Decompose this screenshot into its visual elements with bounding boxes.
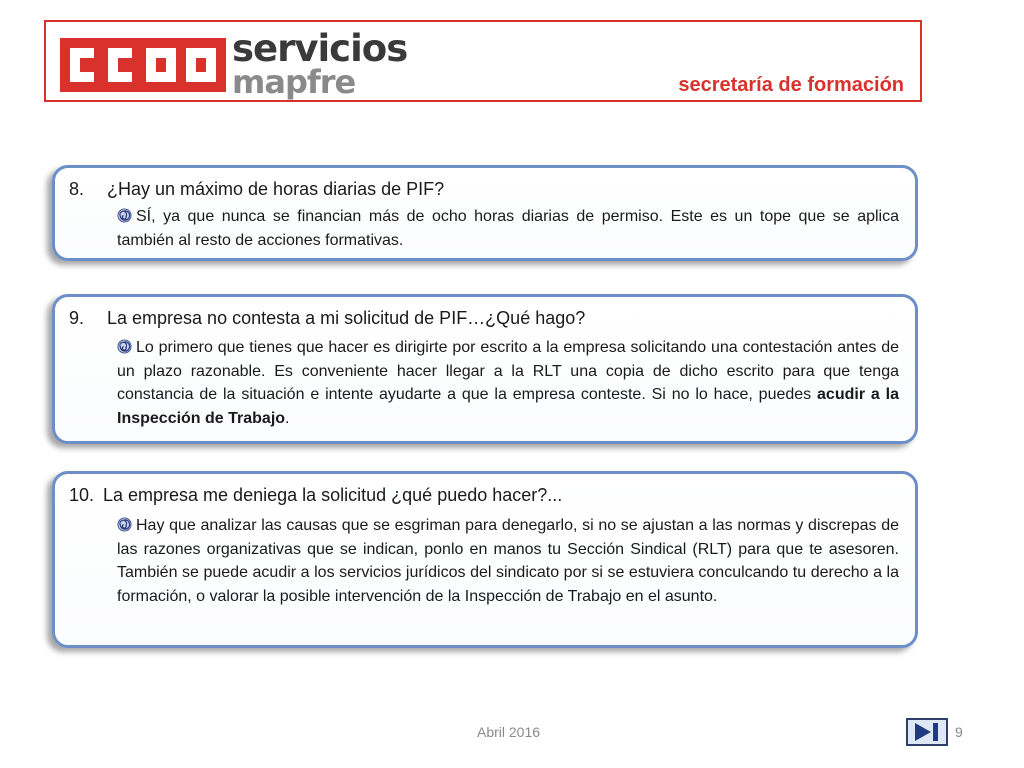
faq-answer-emphasis: acudir a la Inspección de Trabajo — [117, 386, 900, 427]
faq-question — [69, 307, 901, 329]
faq-number: 9. — [69, 308, 85, 328]
brand-mapfre: mapfre — [232, 63, 356, 101]
header-banner — [44, 20, 922, 102]
next-slide-icon[interactable] — [906, 718, 948, 746]
swirl-bullet-icon — [117, 339, 132, 354]
ccoo-logo — [60, 38, 226, 92]
faq-answer-text: SÍ, ya que nunca se financian más de ocho horas diarias de permiso. Este es un tope que se aplica también al resto de acciones formativas. — [117, 208, 899, 249]
faq-answer — [117, 514, 899, 608]
faq-answer — [117, 205, 899, 252]
faq-number: 8. — [69, 179, 85, 199]
swirl-bullet-icon — [117, 517, 132, 532]
footer-date: Abril 2016 — [477, 724, 541, 740]
swirl-bullet-icon — [117, 208, 132, 223]
department-title: secretaría de formación — [678, 74, 904, 96]
faq-answer-text: Hay que analizar las causas que se esgriman para denegarlo, si no se ajustan a las normas y discrepas de las razones organizativas que se indican, ponlo en manos tu Sección Sindical (RLT) para que te asesoren. También se puede acudir a los servicios jurídicos del sindicato por si se estuviera conculcando tu derecho a la formación, o valorar la posible intervención de la Inspección de Trabajo en el asunto. — [117, 517, 899, 605]
faq-question — [69, 178, 901, 200]
page-number: 9 — [955, 724, 963, 740]
faq-number: 10. — [69, 485, 95, 505]
faq-question-text: La empresa me deniega la solicitud ¿qué puedo hacer?... — [103, 485, 563, 505]
faq-card-10 — [52, 471, 918, 648]
faq-answer — [117, 336, 899, 430]
faq-question-text: ¿Hay un máximo de horas diarias de PIF? — [107, 179, 445, 199]
faq-question — [69, 484, 901, 506]
faq-card-8 — [52, 165, 918, 261]
faq-question-text: La empresa no contesta a mi solicitud de PIF…¿Qué hago? — [107, 308, 586, 328]
faq-card-9 — [52, 294, 918, 444]
faq-answer-end: . — [285, 409, 290, 427]
brand-servicios: servicios — [232, 27, 408, 70]
faq-answer-text: Lo primero que tienes que hacer es dirigirte por escrito a la empresa solicitando una contestación antes de un plazo razonable. Es conveniente hacer llegar a la RLT una copia de dicho escrito para que tenga constancia de la situación e intente ayudarte a que la empresa conteste. Si no lo hace, puedes — [117, 339, 899, 403]
